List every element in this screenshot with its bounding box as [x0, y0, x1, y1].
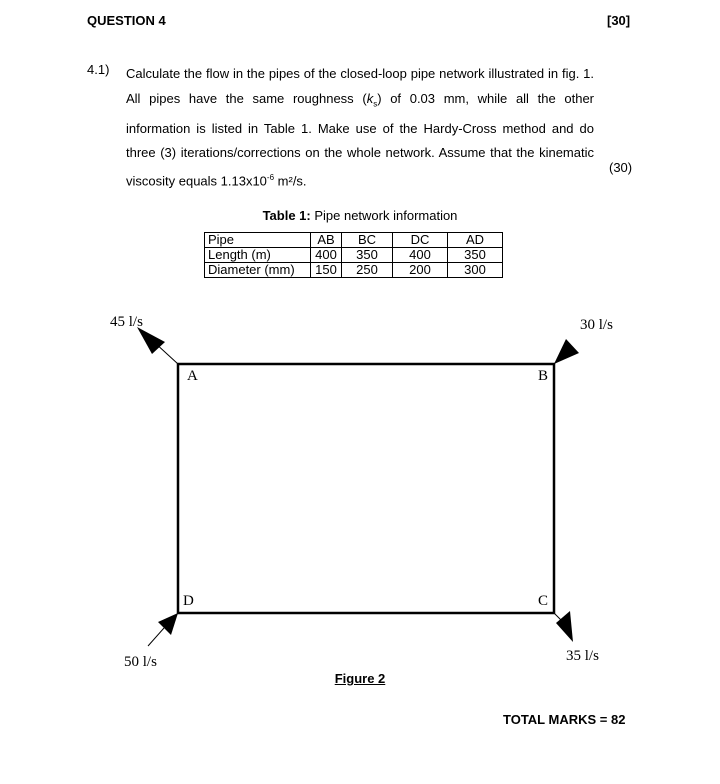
flow-label-b: 30 l/s: [580, 317, 613, 333]
flow-label-d: 50 l/s: [124, 654, 157, 670]
table-cell: 400: [311, 248, 342, 263]
table-header-cell: AB: [311, 233, 342, 248]
table-cell: 300: [448, 263, 503, 278]
node-label-a: A: [187, 368, 198, 384]
table-caption-label: Table 1:: [262, 208, 311, 223]
viscosity-exponent: -6: [266, 172, 275, 182]
table-header-cell: BC: [342, 233, 393, 248]
table-cell: 200: [393, 263, 448, 278]
question-marks: [30]: [607, 13, 631, 28]
figure-caption: Figure 2: [334, 671, 386, 686]
flow-label-c: 35 l/s: [566, 648, 599, 664]
question-heading: QUESTION 4: [87, 13, 166, 28]
arrow-c-head: [556, 611, 573, 642]
arrow-a-head: [137, 327, 165, 354]
node-label-b: B: [538, 368, 549, 384]
table-header-cell: DC: [393, 233, 448, 248]
part-marks: (30): [609, 160, 633, 175]
arrow-d-line: [148, 628, 164, 646]
roughness-subscript: s: [373, 99, 378, 109]
node-label-d: D: [183, 593, 194, 609]
table-cell: 250: [342, 263, 393, 278]
table-caption-text: Pipe network information: [310, 208, 458, 223]
table-cell: Length (m): [205, 248, 311, 263]
question-text-part-1: Calculate the flow in the pipes of the closed-loop pipe network illustrated in fig. 1. All pipes have the same roughness (: [126, 66, 594, 106]
flow-label-a: 45 l/s: [110, 314, 143, 330]
node-label-c: C: [538, 593, 549, 609]
table-cell: 400: [393, 248, 448, 263]
table-cell: Diameter (mm): [205, 263, 311, 278]
table-cell: 150: [311, 263, 342, 278]
table-cell: 350: [448, 248, 503, 263]
roughness-symbol: k: [366, 90, 374, 106]
table-header-cell: Pipe: [205, 233, 311, 248]
table-header-cell: AD: [448, 233, 503, 248]
total-marks: TOTAL MARKS = 82: [503, 712, 626, 727]
pipe-loop: [178, 364, 554, 613]
question-text-part-3: m²/s.: [274, 172, 307, 188]
table-cell: 350: [342, 248, 393, 263]
part-number: 4.1): [87, 62, 110, 77]
question-text-part-2: ) of 0.03 mm, while all the other information is listed in Table 1. Make use of the Hardy-Cross method and do three (3) iterations/corrections on the whole network. Assume that the kinematic viscosity equals 1.13x10: [126, 90, 595, 188]
arrow-b-head: [554, 339, 579, 364]
